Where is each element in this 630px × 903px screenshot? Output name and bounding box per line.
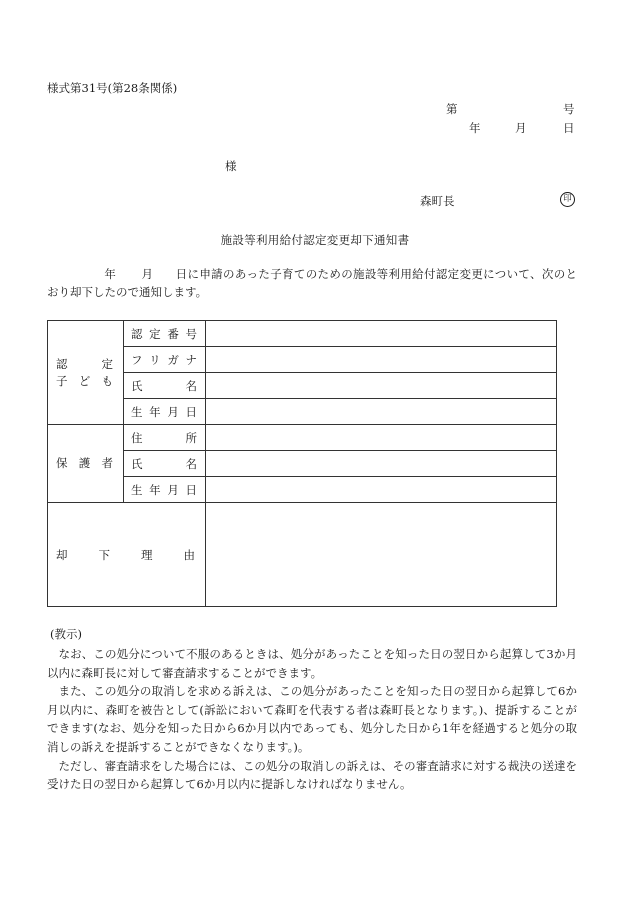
instruction-paragraph-1: なお、この処分について不服のあるときは、処分があったことを知った日の翌日から起算して3か月以内に森町長に対して審査請求することができます。 (47, 647, 577, 680)
document-number-suffix: 号 (563, 102, 575, 116)
intro-line-2: おり却下したので通知します。 (47, 285, 208, 299)
date-year-label: 年 (469, 121, 481, 135)
guardian-birthdate-field[interactable] (206, 477, 557, 503)
instruction-paragraph-2: また、この処分の取消しを求める訴えは、この処分があったことを知った日の翌日から起算して6か月以内に、森町を被告として(訴訟において森町を代表する者は森町長となります。)、提訴することができます(なお、処分を知った日から6か月以内であっても、処分した日から1年を経過すると処分の取消しの訴えを提訴することができなくなります。)。 (47, 684, 577, 754)
guardian-address-label: 住 所 (124, 425, 206, 451)
intro-line-1-rest: 日に申請のあった子育てのための施設等利用給付認定変更について、次のと (175, 267, 578, 281)
intro-line-1 (47, 265, 577, 283)
intro-text (47, 265, 577, 301)
rejection-reason-field[interactable] (206, 503, 557, 607)
info-table (47, 320, 557, 607)
guardian-group-label: 保 護 者 (48, 425, 124, 503)
addressee-honorific: 様 (225, 159, 237, 173)
guardian-name-label: 氏 名 (124, 451, 206, 477)
instruction-paragraph-3: ただし、審査請求をした場合には、この処分の取消しの訴えは、その審査請求に対する裁決の送達を受けた日の翌日から起算して6か月以内に提訴しなければなりません。 (47, 758, 577, 792)
instruction-heading: (教示) (50, 627, 82, 641)
child-name-label: 氏 名 (124, 373, 206, 399)
seal-mark: 印 (560, 192, 575, 207)
guardian-birthdate-label: 生 年 月 日 (124, 477, 206, 503)
intro-year: 年 (104, 267, 117, 281)
guardian-address-field[interactable] (206, 425, 557, 451)
document-title: 施設等利用給付認定変更却下通知書 (220, 233, 410, 247)
rejection-reason-label: 却 下 理 由 (48, 503, 206, 607)
child-name-field[interactable] (206, 373, 557, 399)
furigana-label: フ リ ガ ナ (124, 347, 206, 373)
date-month-label: 月 (515, 121, 527, 135)
certification-number-label: 認 定 番 号 (124, 321, 206, 347)
child-birthdate-label: 生 年 月 日 (124, 399, 206, 425)
issuer-title: 森町長 (420, 194, 455, 208)
document-number-prefix: 第 (446, 102, 458, 116)
guardian-name-field[interactable] (206, 451, 557, 477)
furigana-field[interactable] (206, 347, 557, 373)
instruction-body (47, 645, 577, 794)
form-number: 様式第31号(第28条関係) (47, 81, 178, 95)
certification-number-field[interactable] (206, 321, 557, 347)
date-day-label: 日 (563, 121, 575, 135)
intro-month: 月 (141, 267, 154, 281)
child-group-label: 認 定 子 ど も (48, 321, 124, 425)
child-birthdate-field[interactable] (206, 399, 557, 425)
